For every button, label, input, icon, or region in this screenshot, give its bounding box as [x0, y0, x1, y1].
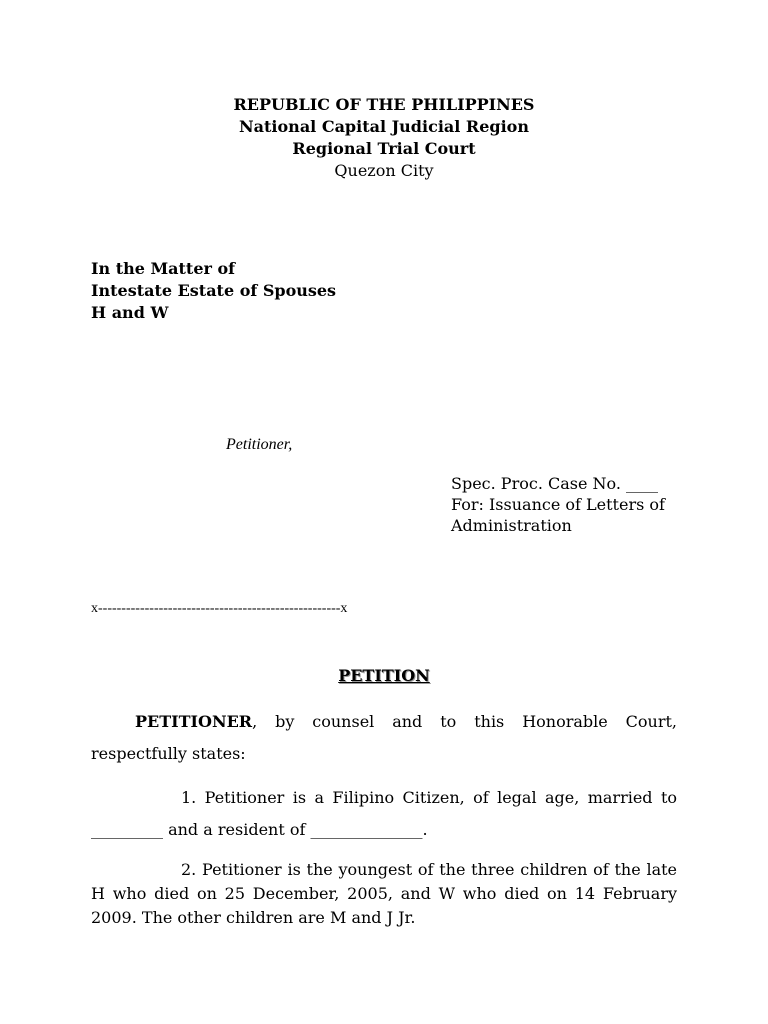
intro-lead: PETITIONER: [135, 712, 253, 731]
header-judicial-region: National Capital Judicial Region: [239, 117, 529, 136]
header-republic: REPUBLIC OF THE PHILIPPINES: [233, 95, 535, 114]
case-number: Spec. Proc. Case No. ____: [451, 474, 659, 493]
case-purpose-line-2: Administration: [451, 516, 572, 535]
case-info: [451, 473, 665, 536]
petitioner-label: Petitioner,: [226, 436, 293, 453]
case-purpose-line-1: For: Issuance of Letters of: [451, 495, 665, 514]
paragraph-1: 1. Petitioner is a Filipino Citizen, of legal age, married to _________ and a resident of ______________.: [91, 788, 677, 839]
caption-separator: x----------------------------------------------------x: [91, 601, 348, 616]
paragraph-2: 2. Petitioner is the youngest of the three children of the late H who died on 25 December, 2005, and W who died on 14 February 2009. The other children are M and J Jr.: [91, 860, 677, 927]
court-header: [0, 94, 768, 182]
intro-paragraph: [91, 706, 677, 770]
header-court: Regional Trial Court: [292, 139, 476, 158]
caption-line-2: Intestate Estate of Spouses: [91, 281, 337, 300]
caption-line-3: H and W: [91, 303, 169, 322]
header-city: Quezon City: [334, 161, 434, 180]
case-caption: [91, 258, 336, 324]
document-title: PETITION: [338, 666, 430, 685]
caption-line-1: In the Matter of: [91, 259, 236, 278]
intro-rest: , by counsel and to this Honorable Court, respectfully states:: [91, 712, 677, 763]
